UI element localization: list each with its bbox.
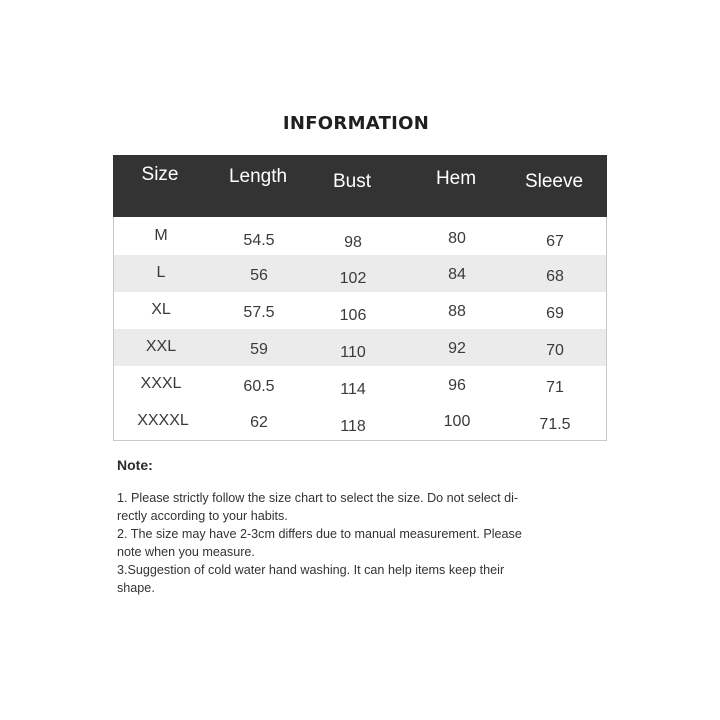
note-line: 1. Please strictly follow the size chart to select the size. Do not select di- bbox=[117, 491, 519, 505]
note-heading: Note: bbox=[117, 457, 153, 473]
cell-size: XXXXL bbox=[137, 412, 189, 429]
cell-length: 56 bbox=[250, 267, 268, 284]
page-title: INFORMATION bbox=[282, 113, 430, 134]
cell-bust: 118 bbox=[340, 418, 366, 435]
cell-sleeve: 71 bbox=[546, 379, 564, 396]
cell-bust: 106 bbox=[339, 307, 367, 324]
cell-hem: 80 bbox=[448, 230, 466, 247]
cell-hem: 88 bbox=[448, 303, 466, 320]
cell-length: 54.5 bbox=[243, 232, 275, 249]
table-row bbox=[114, 366, 606, 403]
cell-bust: 102 bbox=[339, 270, 367, 287]
cell-hem: 84 bbox=[448, 266, 466, 283]
note-line: rectly according to your habits. bbox=[117, 509, 288, 523]
cell-size: XXXL bbox=[140, 375, 182, 392]
cell-bust: 98 bbox=[344, 234, 362, 251]
cell-size: M bbox=[154, 227, 168, 244]
cell-size: XXL bbox=[145, 338, 177, 355]
cell-hem: 100 bbox=[443, 413, 471, 430]
header-sleeve: Sleeve bbox=[524, 171, 584, 192]
cell-sleeve: 70 bbox=[546, 342, 564, 359]
cell-sleeve: 69 bbox=[546, 305, 564, 322]
header-size: Size bbox=[141, 164, 179, 185]
cell-sleeve: 68 bbox=[546, 268, 564, 285]
cell-size: XL bbox=[151, 301, 171, 318]
table-row bbox=[114, 329, 606, 366]
cell-sleeve: 67 bbox=[546, 233, 564, 250]
note-line: 3.Suggestion of cold water hand washing. It can help items keep their bbox=[117, 563, 505, 577]
table-header bbox=[113, 155, 607, 217]
cell-size: L bbox=[156, 264, 166, 281]
cell-length: 57.5 bbox=[243, 304, 275, 321]
note-line: 2. The size may have 2-3cm differs due to manual measurement. Please bbox=[117, 527, 522, 541]
header-length: Length bbox=[228, 166, 288, 187]
note-line: shape. bbox=[117, 581, 155, 595]
size-chart-table bbox=[113, 155, 607, 441]
notes-block bbox=[117, 489, 587, 597]
header-hem: Hem bbox=[435, 168, 477, 189]
cell-length: 60.5 bbox=[243, 378, 275, 395]
cell-bust: 114 bbox=[340, 381, 366, 398]
table-row bbox=[114, 255, 606, 292]
cell-sleeve: 71.5 bbox=[539, 416, 571, 433]
cell-length: 59 bbox=[250, 341, 268, 358]
note-line: note when you measure. bbox=[117, 545, 255, 559]
table-row bbox=[114, 403, 606, 440]
table-row bbox=[114, 218, 606, 255]
cell-bust: 110 bbox=[340, 344, 366, 361]
table-row bbox=[114, 292, 606, 329]
header-bust: Bust bbox=[332, 171, 372, 192]
cell-hem: 92 bbox=[448, 340, 466, 357]
cell-length: 62 bbox=[250, 414, 268, 431]
cell-hem: 96 bbox=[448, 377, 466, 394]
